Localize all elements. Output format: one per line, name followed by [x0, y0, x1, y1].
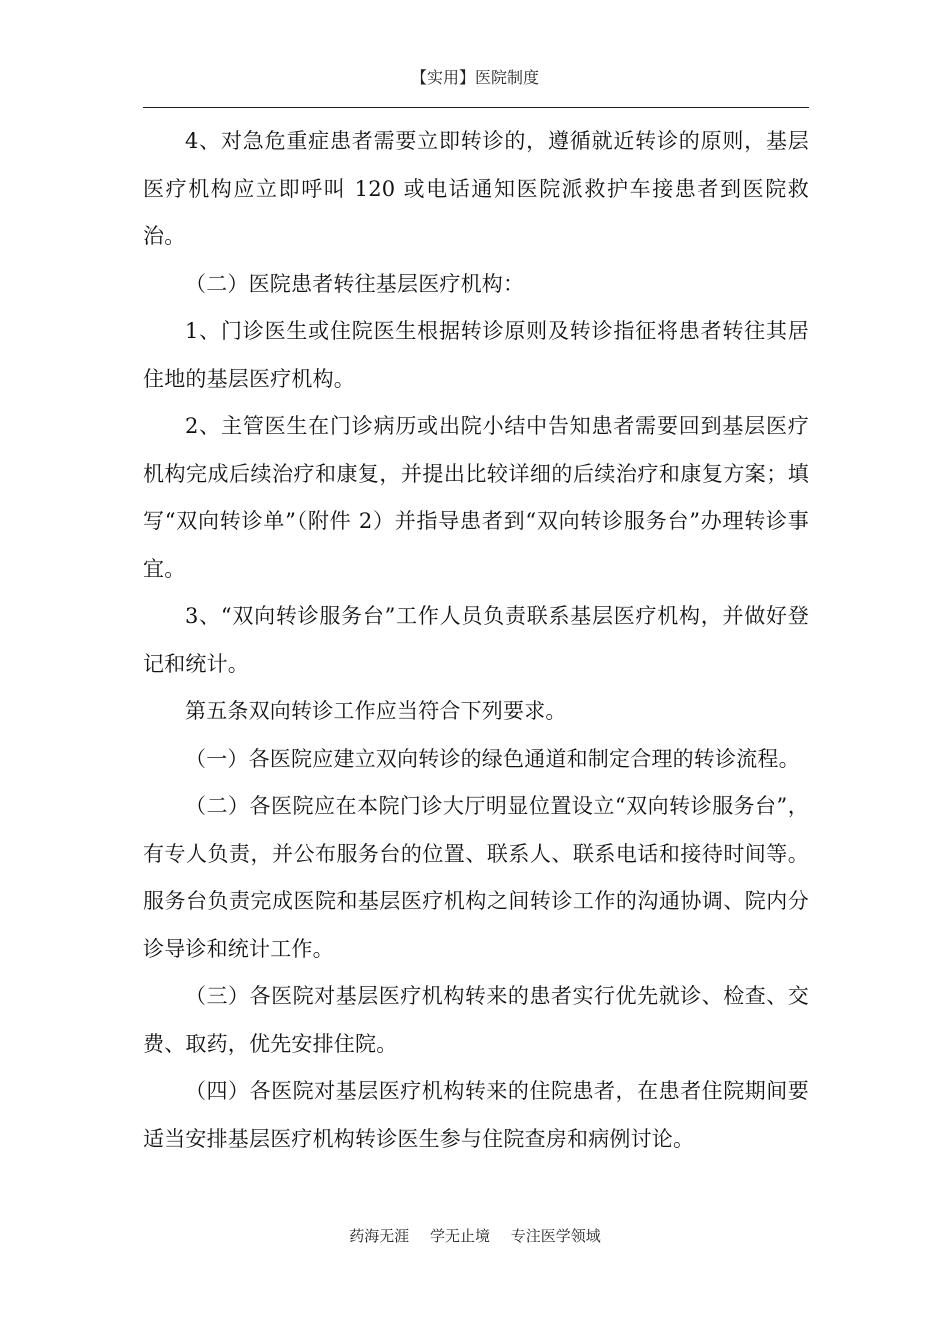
- paragraph: （一）各医院应建立双向转诊的绿色通道和制定合理的转诊流程。: [185, 746, 800, 771]
- article-heading: 第五条双向转诊工作应当符合下列要求。: [185, 699, 567, 723]
- footer-slogan-3: 专注医学领域: [510, 1227, 601, 1245]
- paragraph: 2、主管医生在门诊病历或出院小结中告知患者需要回到基层医疗机构完成后续治疗和康复，并提出比较详细的后续治疗和康复方案；填写“双向转诊单”（附件 2）并指导患者到“双向转诊服务台”办理转诊事宜。: [143, 414, 809, 581]
- paragraph: 4、对急危重症患者需要立即转诊的，遵循就近转诊的原则，基层医疗机构应立即呼叫 120 或电话通知医院派救护车接患者到医院救治。: [143, 129, 809, 248]
- footer-slogan-1: 药海无涯: [349, 1227, 410, 1245]
- paragraph: （二）各医院应在本院门诊大厅明显位置设立“双向转诊服务台”，有专人负责，并公布服务台的位置、联系人、联系电话和接待时间等。服务台负责完成医院和基层医疗机构之间转诊工作的沟通协调、院内分诊导诊和统计工作。: [143, 794, 809, 961]
- paragraph: （四）各医院对基层医疗机构转来的住院患者，在患者住院期间要适当安排基层医疗机构转诊医生参与住院查房和病例讨论。: [143, 1079, 809, 1151]
- footer-slogan-2: 学无止境: [429, 1227, 490, 1245]
- paragraph: 3、“双向转诊服务台”工作人员负责联系基层医疗机构，并做好登记和统计。: [143, 604, 809, 676]
- paragraph: 1、门诊医生或住院医生根据转诊原则及转诊指征将患者转往其居住地的基层医疗机构。: [143, 319, 809, 391]
- section-heading: （二）医院患者转往基层医疗机构：: [185, 271, 525, 296]
- paragraph: （三）各医院对基层医疗机构转来的患者实行优先就诊、检查、交费、取药，优先安排住院。: [143, 984, 809, 1056]
- document-body: [143, 118, 809, 1163]
- page-footer: [0, 1224, 950, 1248]
- page-header: 【实用】医院制度: [410, 68, 539, 87]
- header-divider: [143, 107, 809, 108]
